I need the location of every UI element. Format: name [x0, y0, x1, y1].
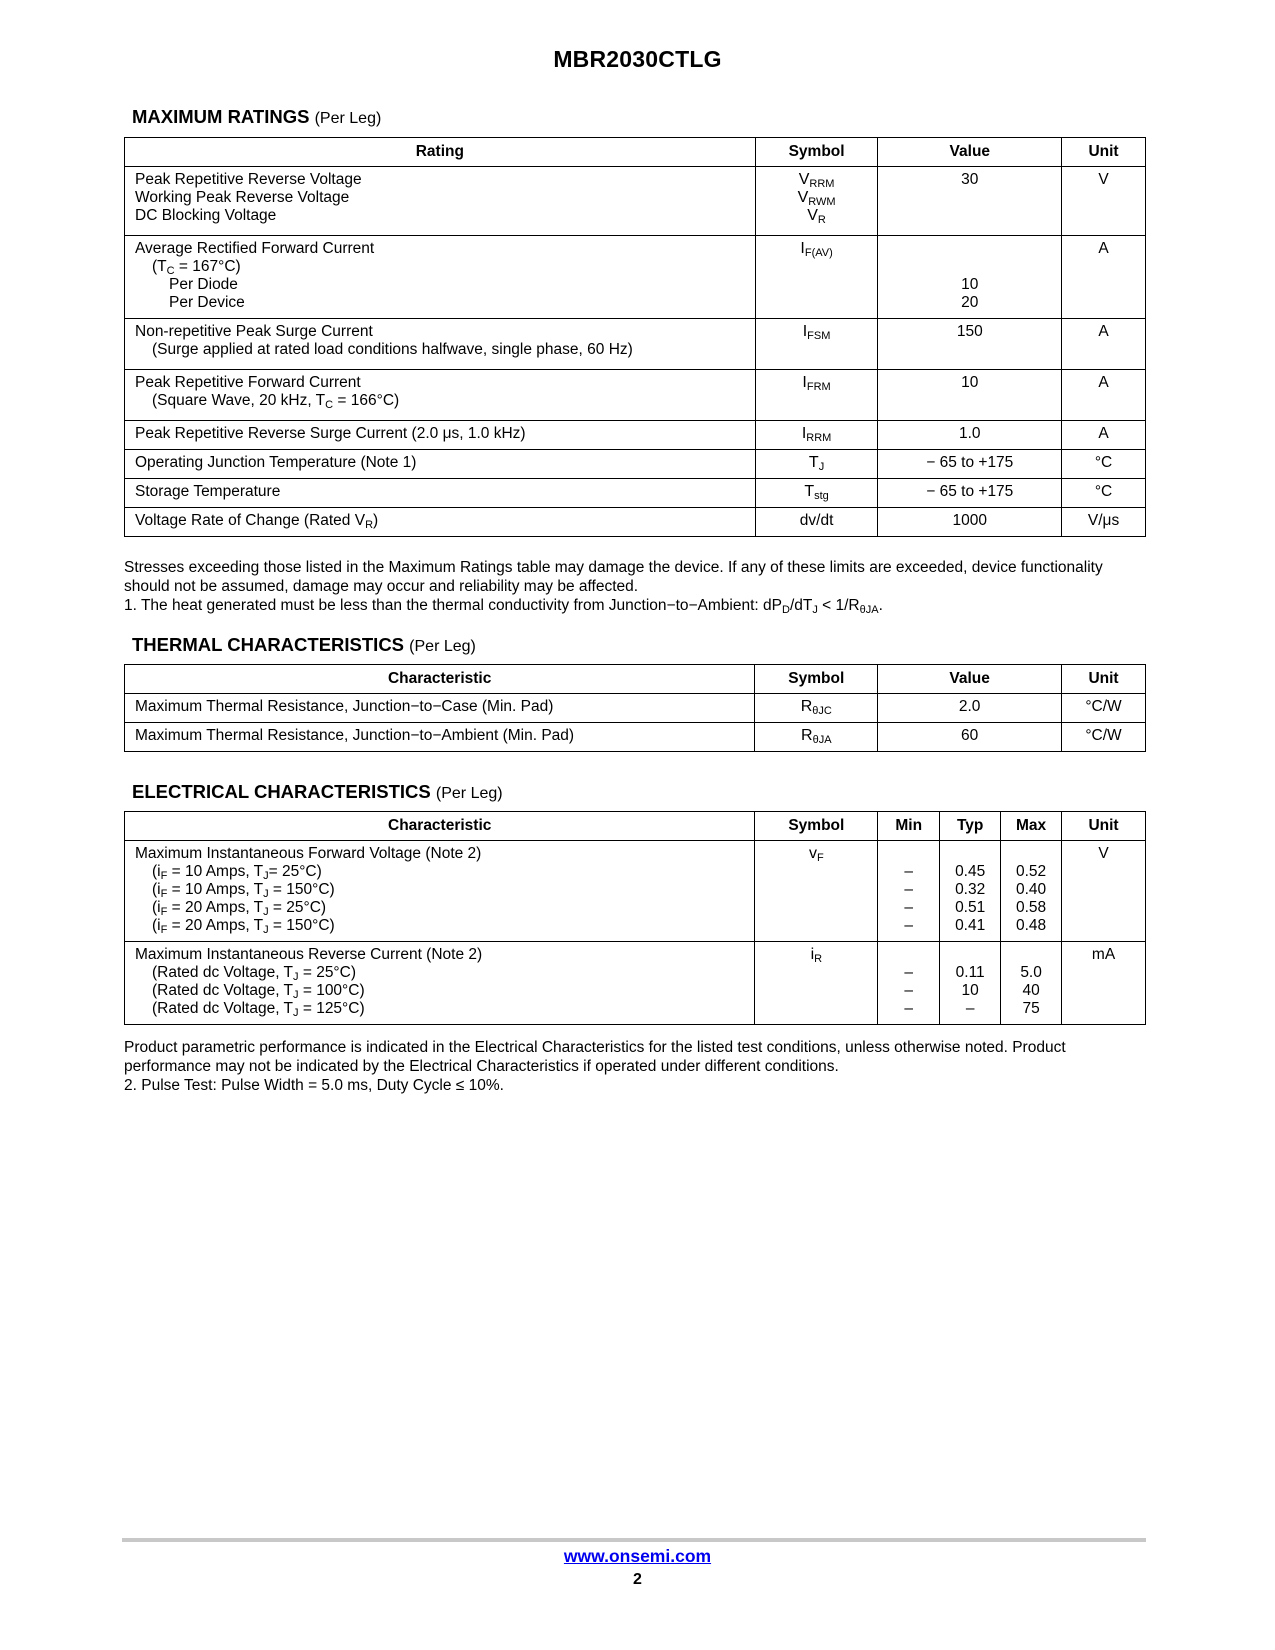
- column-header-symbol: Symbol: [755, 665, 878, 694]
- unit-cell: A: [1062, 370, 1146, 421]
- table-row: [125, 479, 1146, 508]
- table-row: [125, 841, 1146, 942]
- min-value: –: [904, 917, 914, 934]
- value-cell: − 65 to +175: [878, 450, 1062, 479]
- characteristic-cell: Maximum Thermal Resistance, Junction−to−Case (Min. Pad): [125, 694, 755, 723]
- column-header-rating: Rating: [125, 138, 756, 167]
- rating-text: Peak Repetitive Forward Current: [135, 374, 361, 391]
- unit-cell: V: [1062, 841, 1146, 942]
- rating-text: Voltage Rate of Change (Rated $V_R$): [135, 512, 379, 531]
- footnote-1: 1. The heat generated must be less than the thermal conductivity from Junction−to−Ambient: $dP_D/dT_J < 1/R_{\theta JA}$.: [124, 597, 883, 616]
- page-title: MBR2030CTLG: [553, 46, 722, 72]
- symbol: $I_{FSM}$: [802, 323, 831, 342]
- table-row: [125, 236, 1146, 319]
- unit-cell: V: [1062, 167, 1146, 236]
- typ-value: 0.11: [955, 964, 985, 981]
- rating-text: Working Peak Reverse Voltage: [135, 189, 350, 206]
- max-value: 0.58: [1016, 899, 1047, 916]
- value-cell: 2.0: [878, 694, 1062, 723]
- rating-cell: [125, 370, 756, 421]
- table-row: [125, 421, 1146, 450]
- rating-cell: [125, 508, 756, 537]
- rating-condition: (Square Wave, 20 kHz, $T_C = 166^\circ C$): [152, 392, 400, 411]
- min-value: –: [904, 863, 914, 880]
- max-ratings-heading: [132, 106, 381, 128]
- rating-cell: [125, 319, 756, 370]
- rating-cell: [125, 421, 756, 450]
- test-condition: ($i_F = 20$ Amps, $T_J = 150^\circ C$): [152, 917, 335, 936]
- unit-cell: °C/W: [1062, 694, 1146, 723]
- electrical-qualifier: (Per Leg): [435, 785, 503, 802]
- rating-cell: [125, 450, 756, 479]
- symbol-cell: [755, 167, 878, 236]
- column-header-characteristic: Characteristic: [125, 665, 755, 694]
- min-value: –: [904, 982, 914, 999]
- min-value: –: [904, 964, 914, 981]
- typ-value: 0.32: [955, 881, 986, 898]
- test-condition: (Rated dc Voltage, $T_J = 125^\circ C$): [152, 1000, 365, 1019]
- table-row: [125, 167, 1146, 236]
- min-cell: [878, 942, 940, 1025]
- value-cell: 60: [878, 723, 1062, 752]
- min-value: –: [904, 881, 914, 898]
- unit-cell: °C: [1062, 450, 1146, 479]
- symbol-cell: [755, 236, 878, 319]
- test-condition: ($i_F = 20$ Amps, $T_J = 25^\circ C$): [152, 899, 327, 918]
- electrical-table: [124, 811, 1146, 1025]
- unit-cell: A: [1062, 319, 1146, 370]
- symbol: $I_{FRM}$: [802, 374, 831, 393]
- symbol-cell: $v_F$: [755, 841, 878, 942]
- rating-subitem: Per Device: [169, 294, 245, 311]
- unit-cell: A: [1062, 236, 1146, 319]
- rating-text: Operating Junction Temperature (Note 1): [135, 454, 417, 471]
- table-row: [125, 450, 1146, 479]
- typ-value: 0.45: [955, 863, 986, 880]
- column-header-symbol: Symbol: [755, 138, 878, 167]
- rating-cell: [125, 479, 756, 508]
- symbol-cell: [755, 370, 878, 421]
- max-value: 40: [1022, 982, 1040, 999]
- value: 10: [961, 276, 979, 293]
- unit-cell: °C/W: [1062, 723, 1146, 752]
- table-header-row: [125, 138, 1146, 167]
- performance-note: Product parametric performance is indicated in the Electrical Characteristics for the listed test conditions, unless otherwise noted. Product performance may not be indicated by the Electrical Characteristics if operated under different conditions.: [124, 1039, 1066, 1075]
- website-link[interactable]: www.onsemi.com: [563, 1546, 712, 1566]
- value-cell: 150: [878, 319, 1062, 370]
- symbol-cell: $R_{\theta JA}$: [755, 723, 878, 752]
- column-header-max: Max: [1001, 812, 1062, 841]
- max-ratings-heading-text: MAXIMUM RATINGS: [132, 106, 310, 127]
- max-value: 0.40: [1016, 881, 1047, 898]
- value-cell: 30: [878, 167, 1062, 236]
- table-row: [125, 723, 1146, 752]
- max-ratings-notes: [124, 558, 1150, 615]
- table-row: [125, 370, 1146, 421]
- electrical-heading: [132, 781, 503, 803]
- characteristic-title: Maximum Instantaneous Forward Voltage (Note 2): [135, 845, 482, 862]
- table-row: [125, 694, 1146, 723]
- symbol-cell: $T_J$: [755, 450, 878, 479]
- max-ratings-table: [124, 137, 1146, 537]
- rating-subitem: Per Diode: [169, 276, 238, 293]
- typ-cell: [940, 942, 1001, 1025]
- rating-text: Peak Repetitive Reverse Voltage: [135, 171, 362, 188]
- characteristic-cell: [125, 942, 755, 1025]
- symbol: $I_{F(AV)}$: [800, 240, 833, 259]
- rating-text: Storage Temperature: [135, 483, 281, 500]
- thermal-qualifier: (Per Leg): [409, 638, 476, 655]
- test-condition: ($i_F = 10$ Amps, $T_J = 150^\circ C$): [152, 881, 335, 900]
- symbol: $V_{RRM}$: [798, 171, 835, 190]
- page-number: 2: [633, 1571, 642, 1588]
- typ-value: –: [965, 1000, 975, 1017]
- typ-cell: [940, 841, 1001, 942]
- unit-cell: V/μs: [1062, 508, 1146, 537]
- max-value: 0.48: [1016, 917, 1047, 934]
- test-condition: (Rated dc Voltage, $T_J = 25^\circ C$): [152, 964, 356, 983]
- thermal-heading: [132, 634, 476, 656]
- rating-condition: (Surge applied at rated load conditions halfwave, single phase, 60 Hz): [152, 341, 633, 358]
- column-header-value: Value: [878, 138, 1062, 167]
- test-condition: ($i_F = 10$ Amps, $T_J= 25^\circ C$): [152, 863, 322, 882]
- table-row: [125, 508, 1146, 537]
- stress-note: Stresses exceeding those listed in the Maximum Ratings table may damage the device. If any of these limits are exceeded, device functionality should not be assumed, damage may occur and reliability may be affected.: [124, 559, 1103, 595]
- rating-text: Average Rectified Forward Current: [135, 240, 375, 257]
- rating-cell: [125, 236, 756, 319]
- max-value: 5.0: [1020, 964, 1042, 981]
- footer-divider: [122, 1538, 1146, 1542]
- value-cell: 10: [878, 370, 1062, 421]
- max-value: 75: [1022, 1000, 1040, 1017]
- value: 20: [961, 294, 979, 311]
- rating-text: Peak Repetitive Reverse Surge Current (2.0 μs, 1.0 kHz): [135, 425, 526, 442]
- table-row: [125, 942, 1146, 1025]
- typ-value: 10: [961, 982, 979, 999]
- max-cell: [1001, 841, 1062, 942]
- min-value: –: [904, 1000, 914, 1017]
- value-cell: 1000: [878, 508, 1062, 537]
- thermal-heading-text: THERMAL CHARACTERISTICS: [132, 634, 405, 655]
- column-header-typ: Typ: [940, 812, 1001, 841]
- min-value: –: [904, 899, 914, 916]
- rating-text: DC Blocking Voltage: [135, 207, 277, 224]
- table-row: [125, 319, 1146, 370]
- table-header-row: [125, 812, 1146, 841]
- electrical-heading-text: ELECTRICAL CHARACTERISTICS: [132, 781, 431, 802]
- unit-cell: °C: [1062, 479, 1146, 508]
- rating-cell: [125, 167, 756, 236]
- column-header-unit: Unit: [1062, 665, 1146, 694]
- thermal-table: [124, 664, 1146, 752]
- max-cell: [1001, 942, 1062, 1025]
- test-condition: (Rated dc Voltage, $T_J = 100^\circ C$): [152, 982, 365, 1001]
- footnote-2: 2. Pulse Test: Pulse Width = 5.0 ms, Duty Cycle ≤ 10%.: [124, 1077, 504, 1094]
- symbol-cell: $I_{RRM}$: [755, 421, 878, 450]
- column-header-unit: Unit: [1062, 138, 1146, 167]
- symbol-cell: $T_{stg}$: [755, 479, 878, 508]
- column-header-value: Value: [878, 665, 1062, 694]
- characteristic-cell: Maximum Thermal Resistance, Junction−to−Ambient (Min. Pad): [125, 723, 755, 752]
- column-header-characteristic: Characteristic: [125, 812, 755, 841]
- max-ratings-qualifier: (Per Leg): [314, 110, 382, 127]
- characteristic-cell: [125, 841, 755, 942]
- table-header-row: [125, 665, 1146, 694]
- characteristic-title: Maximum Instantaneous Reverse Current (Note 2): [135, 946, 483, 963]
- value-cell: [878, 236, 1062, 319]
- rating-condition: $(T_C = 167^\circ C)$: [152, 258, 241, 277]
- column-header-min: Min: [878, 812, 940, 841]
- column-header-unit: Unit: [1062, 812, 1146, 841]
- max-value: 0.52: [1016, 863, 1047, 880]
- symbol-cell: dv/dt: [755, 508, 878, 537]
- symbol-cell: [755, 319, 878, 370]
- min-cell: [878, 841, 940, 942]
- electrical-notes: [124, 1038, 1150, 1095]
- unit-cell: mA: [1062, 942, 1146, 1025]
- value-cell: − 65 to +175: [878, 479, 1062, 508]
- unit-cell: A: [1062, 421, 1146, 450]
- column-header-symbol: Symbol: [755, 812, 878, 841]
- typ-value: 0.41: [955, 917, 986, 934]
- symbol-cell: $i_R$: [755, 942, 878, 1025]
- value-cell: 1.0: [878, 421, 1062, 450]
- rating-text: Non-repetitive Peak Surge Current: [135, 323, 373, 340]
- symbol-cell: $R_{\theta JC}$: [755, 694, 878, 723]
- symbol: $V_R$: [807, 207, 826, 226]
- symbol: $V_{RWM}$: [797, 189, 836, 208]
- typ-value: 0.51: [955, 899, 986, 916]
